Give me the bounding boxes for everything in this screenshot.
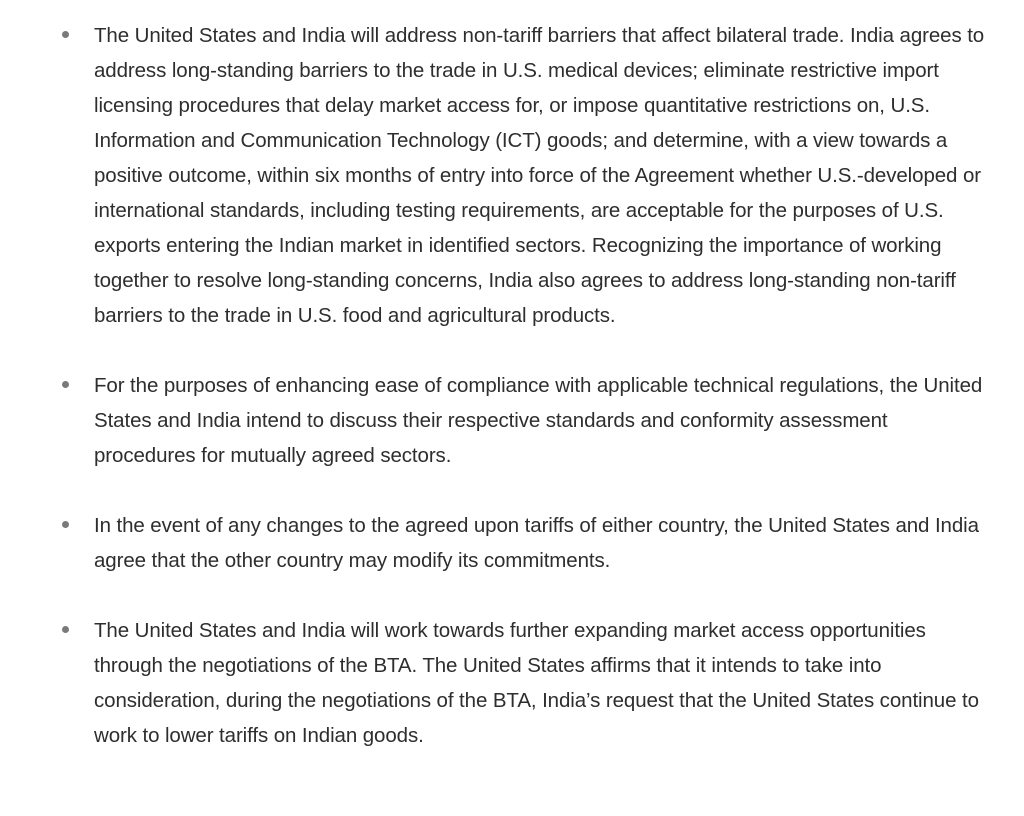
list-item bbox=[0, 368, 1024, 473]
list-item-text: In the event of any changes to the agreed upon tariffs of either country, the United States and India agree that the other country may modify its commitments. bbox=[94, 514, 979, 572]
bullet-dot-icon bbox=[62, 626, 69, 633]
list-item-text: For the purposes of enhancing ease of compliance with applicable technical regulations, the United States and India intend to discuss their respective standards and conformity assessment procedures for mutually agreed sectors. bbox=[94, 374, 983, 467]
list-item bbox=[0, 508, 1024, 578]
bullet-dot-icon bbox=[62, 521, 69, 528]
list-item-text: The United States and India will work towards further expanding market access opportunities through the negotiations of the BTA. The United States affirms that it intends to take into consideration, during the negotiations of the BTA, India’s request that the United States continue to work to lower tariffs on Indian goods. bbox=[94, 619, 979, 747]
list-item bbox=[0, 18, 1024, 333]
bullet-dot-icon bbox=[62, 381, 69, 388]
document-body bbox=[0, 18, 1024, 788]
bullet-list bbox=[0, 18, 1024, 753]
bullet-dot-icon bbox=[62, 31, 69, 38]
list-item bbox=[0, 613, 1024, 753]
list-item-text: The United States and India will address non-tariff barriers that affect bilateral trade. India agrees to address long-standing barriers to the trade in U.S. medical devices; eliminate restrictive import licensing procedures that delay market access for, or impose quantitative restrictions on, U.S. Information and Communication Technology (ICT) goods; and determine, with a view towards a positive outcome, within six months of entry into force of the Agreement whether U.S.-developed or international standards, including testing requirements, are acceptable for the purposes of U.S. exports entering the Indian market in identified sectors. Recognizing the importance of working together to resolve long-standing concerns, India also agrees to address long-standing non-tariff barriers to the trade in U.S. food and agricultural products. bbox=[94, 24, 985, 327]
